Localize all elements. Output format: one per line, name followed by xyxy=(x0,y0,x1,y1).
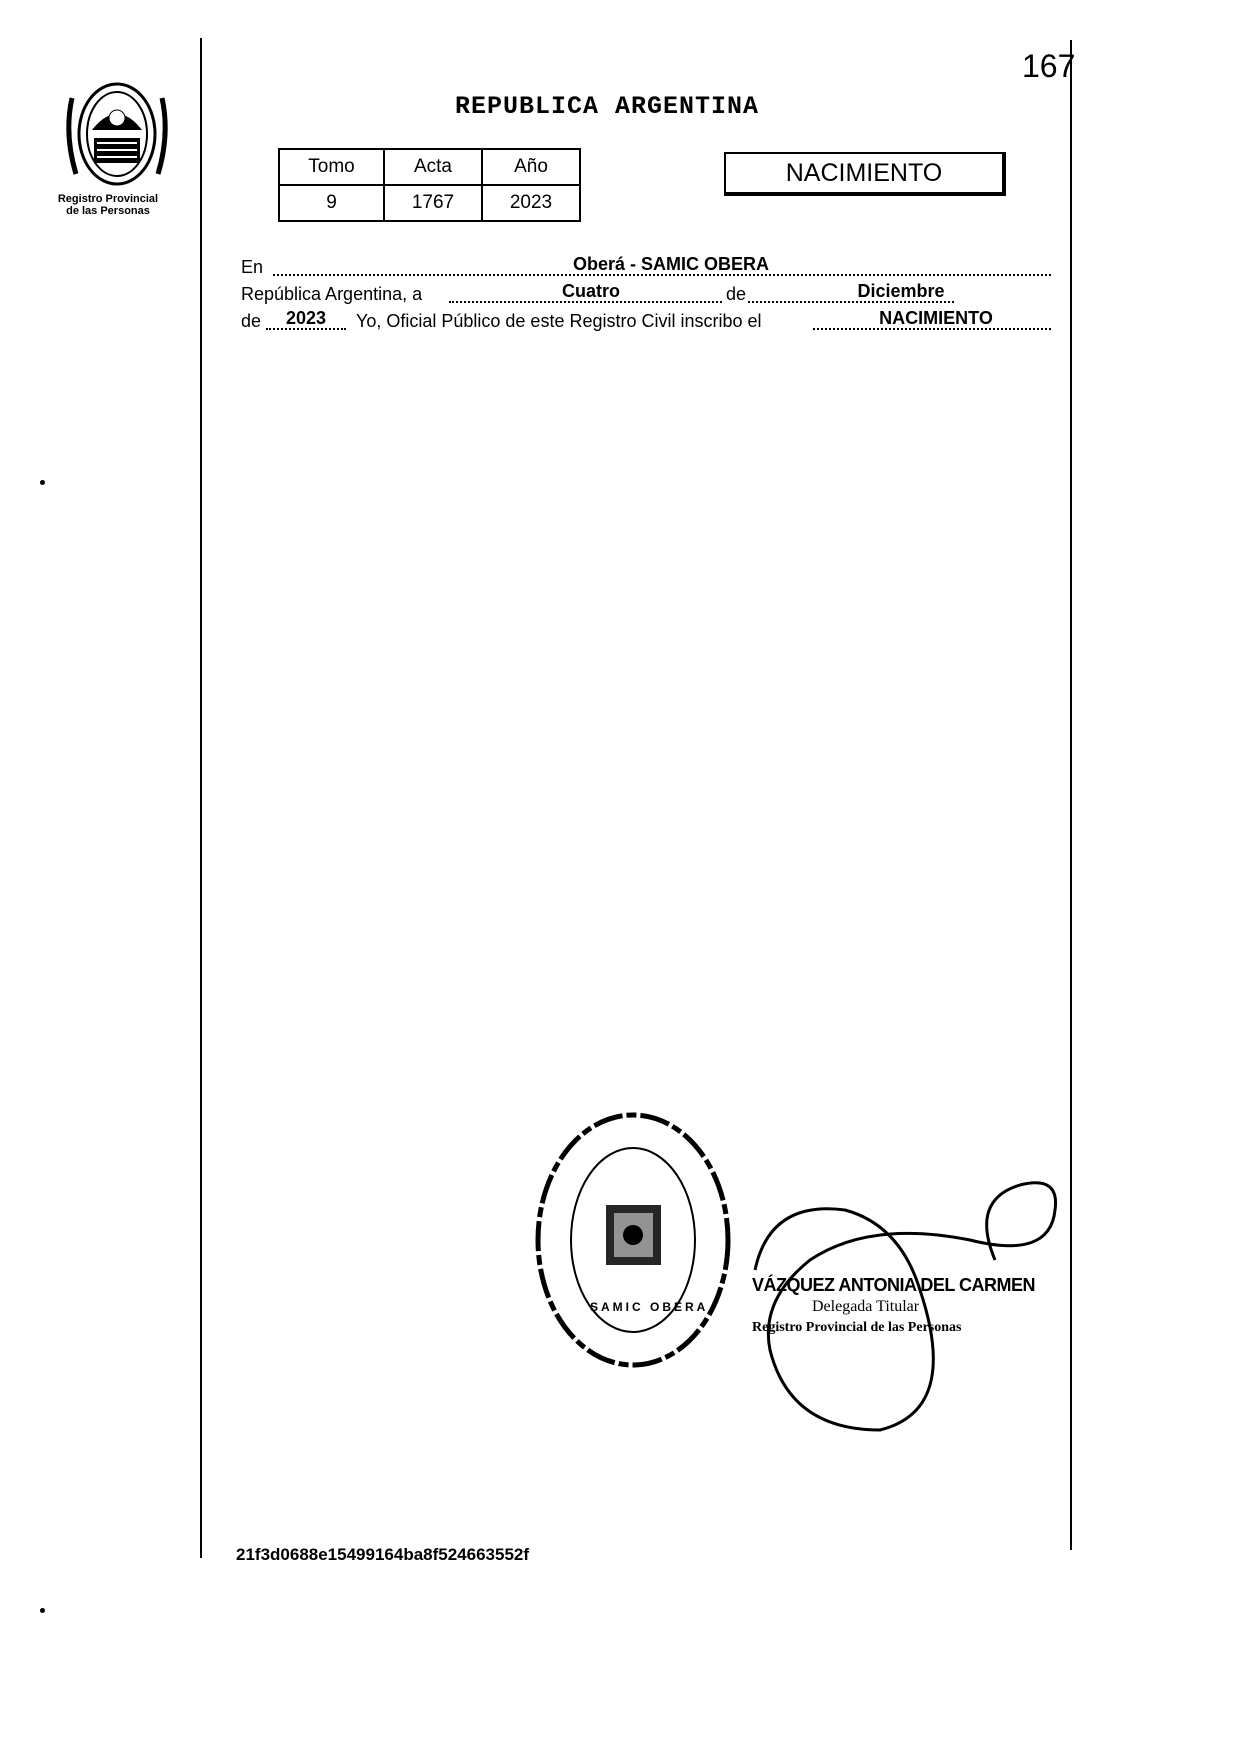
header-tomo: Tomo xyxy=(279,149,384,185)
document-title: REPUBLICA ARGENTINA xyxy=(455,92,760,121)
misiones-logo xyxy=(62,78,172,190)
de-label: de xyxy=(241,311,262,331)
document-hash: 21f3d0688e15499164ba8f524663552f xyxy=(236,1545,530,1564)
country-label: República Argentina, a xyxy=(241,284,423,304)
record-table xyxy=(278,148,581,222)
value-tomo: 9 xyxy=(279,185,384,221)
value-anio: 2023 xyxy=(482,185,580,221)
seal-inner-text: SAMIC OBERA xyxy=(590,1300,709,1314)
logo-caption-line2: de las Personas xyxy=(66,205,150,217)
year-row xyxy=(241,308,1051,334)
date-row xyxy=(241,281,1051,307)
official-seal xyxy=(528,1105,738,1375)
officer-office: Registro Provincial de las Personas xyxy=(752,1320,962,1335)
officer-role: Delegada Titular xyxy=(812,1298,920,1315)
officer-name: VÁZQUEZ ANTONIA DEL CARMEN xyxy=(752,1275,1036,1295)
place-label: En xyxy=(241,257,264,277)
place-value: Oberá - SAMIC OBERA xyxy=(572,254,770,274)
left-margin-line xyxy=(200,38,202,1558)
year-value: 2023 xyxy=(285,308,327,328)
margin-dot xyxy=(40,480,45,485)
header-acta: Acta xyxy=(384,149,482,185)
date-month: Diciembre xyxy=(857,281,945,301)
logo-caption xyxy=(48,193,168,217)
logo-caption-line1: Registro Provincial xyxy=(57,193,159,205)
year-text: Yo, Oficial Público de este Registro Civil inscribo el xyxy=(356,311,762,331)
right-margin-line xyxy=(1070,40,1072,1550)
page-number: 167 xyxy=(1022,48,1076,84)
place-row xyxy=(241,254,1051,280)
margin-dot xyxy=(40,1608,45,1613)
year-record-type: NACIMIENTO xyxy=(879,308,993,328)
officer-stamp xyxy=(752,1275,1035,1338)
value-acta: 1767 xyxy=(384,185,482,221)
record-type-box: NACIMIENTO xyxy=(724,152,1006,196)
de-label: de xyxy=(726,284,747,304)
date-day: Cuatro xyxy=(562,281,620,301)
header-anio: Año xyxy=(482,149,580,185)
